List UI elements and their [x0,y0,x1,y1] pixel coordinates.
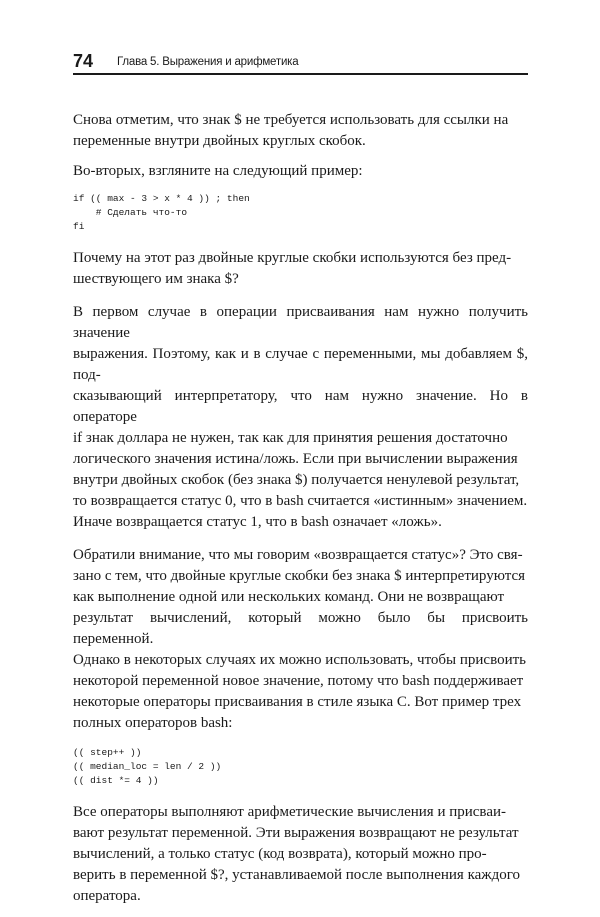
paragraph: Почему на этот раз двойные круглые скобки используются без пред- шествующего им знака $? [73,250,512,287]
header-rule [73,73,528,75]
page-number: 74 [73,51,94,71]
code-block: (( step++ )) (( median_loc = len / 2 )) (( dist *= 4 )) [73,747,222,786]
paragraph: В первом случае в операции присваивания нам нужно получить значение выражения. Поэтому, как и в случае с переменными, мы добавляем $, под- сказывающий интерпретатору, что нам нужно значение. Но в операторе if знак доллара не нужен, так как для принятия решения достаточно логического значения истина/ложь. Если при вычислении выражения внутри двойных скобок (без знака $) получается ненулевой результат, то возвращается статус 0, что в bash считается «истинным» значением. Иначе возвращается статус 1, что в bash означает «ложь». [73,304,528,530]
paragraph: Снова отметим, что знак $ не требуется использовать для ссылки на переменные внутри двойных круглых скобок. [73,112,509,149]
running-head: Глава 5. Выражения и арифметика [117,56,299,68]
page-header [73,50,528,74]
page-body [73,110,528,917]
paragraph: Все операторы выполняют арифметические вычисления и присваи- вают результат переменной. Эти выражения возвращают не результат вычислений, а только статус (код возврата), который можно про- верить в переменной $?, устанавливаемой после выполнения каждого оператора. [73,804,521,904]
paragraph: Во-вторых, взгляните на следующий пример: [73,163,363,179]
code-block: if (( max - 3 > x * 4 )) ; then # Сделать что-то fi [73,193,250,232]
paragraph: Обратили внимание, что мы говорим «возвращается статус»? Это свя- зано с тем, что двойные круглые скобки без знака $ интерпретируются как выполнение одной или нескольких команд. Они не возвращают результат вычислений, который можно было бы присвоить переменной. Однако в некоторых случаях их можно использовать, чтобы присвоить некоторой переменной новое значение, потому что bash поддерживает некоторые операторы присваивания в стиле языка C. Вот пример трех полных операторов bash: [73,547,528,731]
